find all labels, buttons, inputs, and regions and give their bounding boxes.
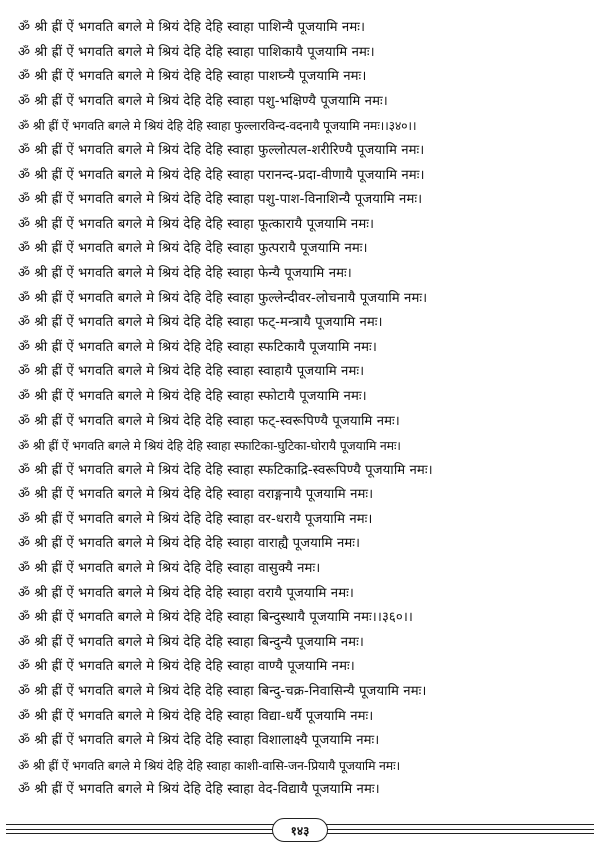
- mantra-line: ॐ श्री ह्रीं ऐं भगवति बगले मे श्रियं देहि देहि स्वाहा स्फाटिका-घुटिका-घोरायै पूजयामि नमः।: [18, 438, 401, 454]
- mantra-line: ॐ श्री ह्रीं ऐं भगवति बगले मे श्रियं देहि देहि स्वाहा पाशघ्न्यै पूजयामि नमः।: [18, 69, 367, 85]
- mantra-line: ॐ श्री ह्रीं ऐं भगवति बगले मे श्रियं देहि देहि स्वाहा वासुक्यै नमः।: [18, 561, 321, 577]
- mantra-line: ॐ श्री ह्रीं ऐं भगवति बगले मे श्रियं देहि देहि स्वाहा फुल्लारविन्द-वदनायै पूजयामि नमः।।३४०।।: [18, 118, 417, 134]
- mantra-line: ॐ श्री ह्रीं ऐं भगवति बगले मे श्रियं देहि देहि स्वाहा काशी-वासि-जन-प्रियायै पूजयामि नमः।: [18, 757, 400, 773]
- mantra-line: ॐ श्री ह्रीं ऐं भगवति बगले मे श्रियं देहि देहि स्वाहा बिन्दुन्यै पूजयामि नमः।: [18, 634, 364, 650]
- mantra-line: ॐ श्री ह्रीं ऐं भगवति बगले मे श्रियं देहि देहि स्वाहा पाशिकायै पूजयामि नमः।: [18, 44, 375, 60]
- mantra-line: ॐ श्री ह्रीं ऐं भगवति बगले मे श्रियं देहि देहि स्वाहा स्फटिकायै पूजयामि नमः।: [18, 339, 377, 355]
- mantra-line: ॐ श्री ह्रीं ऐं भगवति बगले मे श्रियं देहि देहि स्वाहा वाराह्यै पूजयामि नमः।: [18, 536, 361, 552]
- mantra-line: ॐ श्री ह्रीं ऐं भगवति बगले मे श्रियं देहि देहि स्वाहा वाण्यै पूजयामि नमः।: [18, 659, 355, 675]
- mantra-line: ॐ श्री ह्रीं ऐं भगवति बगले मे श्रियं देहि देहि स्वाहा विद्या-धर्यै पूजयामि नमः।: [18, 708, 374, 724]
- mantra-line: ॐ श्री ह्रीं ऐं भगवति बगले मे श्रियं देहि देहि स्वाहा स्फोटायै पूजयामि नमः।: [18, 388, 367, 404]
- mantra-line: ॐ श्री ह्रीं ऐं भगवति बगले मे श्रियं देहि देहि स्वाहा पशु-पाश-विनाशिन्यै पूजयामि नमः।: [18, 192, 423, 208]
- mantra-line: ॐ श्री ह्रीं ऐं भगवति बगले मे श्रियं देहि देहि स्वाहा विशालाक्ष्यै पूजयामि नमः।: [18, 733, 380, 749]
- mantra-line: ॐ श्री ह्रीं ऐं भगवति बगले मे श्रियं देहि देहि स्वाहा फूत्कारायै पूजयामि नमः।: [18, 216, 375, 232]
- mantra-line: ॐ श्री ह्रीं ऐं भगवति बगले मे श्रियं देहि देहि स्वाहा फट्-मन्त्रायै पूजयामि नमः।: [18, 315, 383, 331]
- mantra-line: ॐ श्री ह्रीं ऐं भगवति बगले मे श्रियं देहि देहि स्वाहा बिन्दुस्थायै पूजयामि नमः।।३६०।।: [18, 610, 414, 626]
- mantra-line: ॐ श्री ह्रीं ऐं भगवति बगले मे श्रियं देहि देहि स्वाहा स्फटिकाद्रि-स्वरूपिण्यै पूजयामि नमः।: [18, 462, 433, 478]
- mantra-line: ॐ श्री ह्रीं ऐं भगवति बगले मे श्रियं देहि देहि स्वाहा फुल्लोत्पल-शरीरिण्यै पूजयामि नमः।: [18, 142, 425, 158]
- mantra-line: ॐ श्री ह्रीं ऐं भगवति बगले मे श्रियं देहि देहि स्वाहा फुल्लेन्दीवर-लोचनायै पूजयामि नमः।: [18, 290, 428, 306]
- page-number: १४३: [272, 818, 328, 842]
- mantra-line: ॐ श्री ह्रीं ऐं भगवति बगले मे श्रियं देहि देहि स्वाहा फट्-स्वरूपिण्यै पूजयामि नमः।: [18, 413, 400, 429]
- mantra-line: ॐ श्री ह्रीं ऐं भगवति बगले मे श्रियं देहि देहि स्वाहा पशु-भक्षिण्यै पूजयामि नमः।: [18, 93, 388, 109]
- mantra-line: ॐ श्री ह्रीं ऐं भगवति बगले मे श्रियं देहि देहि स्वाहा फुत्परायै पूजयामि नमः।: [18, 241, 368, 257]
- mantra-line: ॐ श्री ह्रीं ऐं भगवति बगले मे श्रियं देहि देहि स्वाहा परानन्द-प्रदा-वीणायै पूजयामि नमः।: [18, 167, 425, 183]
- mantra-line: ॐ श्री ह्रीं ऐं भगवति बगले मे श्रियं देहि देहि स्वाहा वेद-विद्यायै पूजयामि नमः।: [18, 782, 380, 798]
- mantra-line: ॐ श्री ह्रीं ऐं भगवति बगले मे श्रियं देहि देहि स्वाहा वरायै पूजयामि नमः।: [18, 585, 354, 601]
- mantra-line: ॐ श्री ह्रीं ऐं भगवति बगले मे श्रियं देहि देहि स्वाहा पाशिन्यै पूजयामि नमः।: [18, 20, 366, 35]
- mantra-line: ॐ श्री ह्रीं ऐं भगवति बगले मे श्रियं देहि देहि स्वाहा स्वाहायै पूजयामि नमः।: [18, 364, 365, 380]
- mantra-list: [18, 16, 588, 803]
- mantra-line: ॐ श्री ह्रीं ऐं भगवति बगले मे श्रियं देहि देहि स्वाहा वर-धरायै पूजयामि नमः।: [18, 511, 373, 527]
- mantra-line: ॐ श्री ह्रीं ऐं भगवति बगले मे श्रियं देहि देहि स्वाहा बिन्दु-चक्र-निवासिन्यै पूजयामि नमः।: [18, 684, 427, 700]
- mantra-line: ॐ श्री ह्रीं ऐं भगवति बगले मे श्रियं देहि देहि स्वाहा फेन्यै पूजयामि नमः।: [18, 265, 352, 281]
- mantra-line: ॐ श्री ह्रीं ऐं भगवति बगले मे श्रियं देहि देहि स्वाहा वराङ्गनायै पूजयामि नमः।: [18, 487, 374, 503]
